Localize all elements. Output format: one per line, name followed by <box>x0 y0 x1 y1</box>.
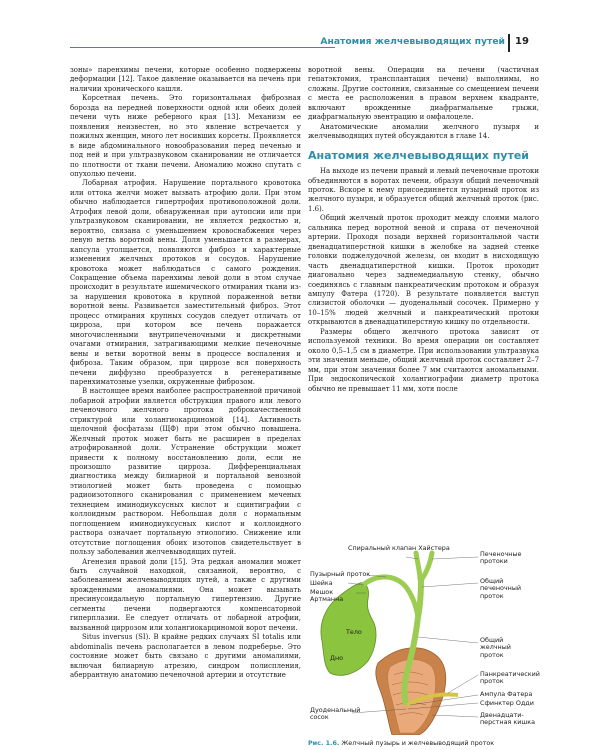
page-number: 19 <box>515 36 529 47</box>
label-body: Тело <box>346 628 362 636</box>
label-duodenal-papilla <box>310 707 360 722</box>
label-duodenum <box>480 712 535 727</box>
figure-caption-text: Желчный пузырь и желчевыводящий проток <box>341 739 495 747</box>
label-ampulla-of-vater: Ампула Фатера <box>480 690 533 698</box>
label-line: проток <box>480 591 504 600</box>
label-line: Общий <box>480 636 504 644</box>
label-line: Двенадцати- <box>480 711 524 719</box>
paragraph: Корсетная печень. Это горизонтальная фиброзная борозда на передней поверхности одной или обеих долей печени чуть ниже реберного края [13]. Механизм ее появления неизвестен, но это явление встречается у пожилых женщин, много лет носивших корсеты. Проявляется в виде абдоминального новообразования перед печенью и под ней и при ультразвуковом сканировании не отличается по плотности от ткани печени. Аномалию можно спутать с опухолью печени. <box>70 94 301 178</box>
label-pancreatic-duct <box>480 671 540 686</box>
label-line: Панкреатический <box>480 670 540 678</box>
label-neck: Шейка <box>310 579 333 587</box>
right-text-column <box>308 66 539 394</box>
label-heister-valve: Спиральный клапан Хайстера <box>348 544 450 552</box>
label-line: Дуоденальный <box>310 706 361 714</box>
label-line: Печеночные <box>480 550 522 558</box>
cystic-duct <box>363 577 418 617</box>
section-heading: Анатомия желчевыводящих путей <box>308 148 530 162</box>
label-line: проток <box>480 677 504 686</box>
label-line: протоки <box>480 557 508 566</box>
header-rule <box>70 47 335 48</box>
paragraph: Размеры общего желчного протока зависят от используемой техники. Во время операции он составляет около 0,5–1,5 см в диаметре. При использовании ультразвука эти значения меньше, общий желчный проток составляет 2–7 мм, при этом значения более 7 мм считаются аномальными. При эндоскопической холангиографии диаметр протока обычно не превышает 11 мм, хотя после <box>308 327 539 393</box>
label-line: сосок <box>310 713 329 722</box>
left-text-column <box>70 66 301 680</box>
paragraph: Лобарная атрофия. Нарушение портального кровотока или оттока желчи может вызвать атрофию доли. При этом обычно наблюдается гипертрофия противоположной доли. Атрофия левой доли, обнаруженная при аутопсии или при ультразвуковом сканировании, не является редкостью и, вероятно, связана с уменьшением кровоснабжения через левую ветвь воротной вены. Доля уменьшается в размерах, капсула утолщается, появляются фиброз и характерные изменения желчных протоков и сосудов. Нарушение кровотока может наблюдаться с самого рождения. Сокращение объема паренхимы левой доли в этом случае происходит в результате ишемического отмирания ткани из-за нарушения кровотока в крупной пораженной ветви воротной вены. Развивается заместительный фиброз. Этот процесс отмирания крупных сосудов следует отличать от цирроза, при котором все печень поражается многочисленными внутрипеченочными и дискретными очагами отмирания, затрагивающими мелкие печеночные вены и ветви воротной вены в процессе воспаления и фиброза. Таким образом, при циррозе вся поверхность печени диффузно преобразуется в регенеративные паренхиматозные узелки, окруженные фиброзом. <box>70 179 301 386</box>
paragraph: зоны» паренхимы печени, которые особенно подвержены деформации [12]. Такое давление оказывается на печень при наличии хронического кашля. <box>70 66 301 93</box>
label-fundus: Дно <box>330 654 344 662</box>
label-hepatic-ducts <box>480 551 521 566</box>
paragraph: воротной вены. Операции на печени (частичная гепатэктомия, трансплантация печени) выполнимы, но сложны. Другие состояния, связанные со смещением печени с места ее расположения в правом верхнем квадранте, включают врожденные диафрагмальные грыжи, диафрагмальную эвентрацию и омфалоцеле. <box>308 66 539 122</box>
header-separator <box>508 34 510 52</box>
label-common-bile-duct <box>480 637 511 659</box>
hepatic-ducts <box>416 553 432 579</box>
figure-number: Рис. 1.6. <box>308 739 340 747</box>
figure-gallbladder-diagram <box>308 545 540 735</box>
label-line: Общий <box>480 577 504 585</box>
paragraph: Общий желчный проток проходит между слоями малого сальника перед воротной веной и справа от печеночной артерии. Проходя позади верхней горизонтальной части двенадцатиперстной кишки в желобке на задней стенке головки поджелудочной железы, он входит в нисходящую часть двенадцатиперстной кишки. Проток проходит диагонально через заднемедиальную стенку, обычно соединяясь с главным панкреатическим протоком и образуя ампулу Фатера (1720). В результате появляется выступ слизистой оболочки — дуоденальный сосочек. Примерно у 10–15% людей желчный и панкреатический протоки открываются в двенадцатиперстную кишку по отдельности. <box>308 214 539 327</box>
paragraph: Агенезия правой доли [15]. Эта редкая аномалия может быть случайной находкой, связанной, вероятно, с заболеванием желчевыводящих путей, а также с другими врожденными аномалиями. Она может вызывать пресинусоидальную портальную гипертензию. Другие сегменты печени подвергаются компенсаторной гиперплазии. Ее следует отличать от лобарной атрофии, вызванной циррозом или холангиокарциномой ворот печени. <box>70 557 301 632</box>
label-line: печеночный <box>480 584 522 593</box>
label-line: проток <box>480 650 504 659</box>
paragraph: На выходе из печени правый и левый печеночные протоки объединяются в воротах печени, образуя общий печеночный проток. Вскоре к нему присоединяется пузырный проток из желчного пузыря, и образуется общий желчный проток (рис. 1.6). <box>308 167 539 213</box>
figure-caption <box>308 739 494 747</box>
paragraph: Situs inversus (SI). В крайне редких случаях SI totalis или abdominalis печень располагается в левом подреберье. Это состояние может быть связано с другими аномалиями, включая билиарную атрезию, синдром полиспления, аберрантную анатомию печеночной артерии и отсутствие <box>70 633 301 679</box>
label-sphincter-of-oddi: Сфинктер Одди <box>480 699 534 707</box>
label-cystic-duct: Пузырный проток <box>310 570 371 578</box>
running-header-title: Анатомия желчевыводящих путей <box>320 36 505 47</box>
paragraph: В настоящее время наиболее распространенной причиной лобарной атрофии является обструкция правого или левого печеночного желчного протока доброкачественной стриктурой или холангиокарциномой [14]. Активность щелочной фосфатазы (ЩФ) при этом обычно повышена. Желчный проток может быть не расширен в пределах атрофированной доли. Устранение обструкции может привести к полному восстановлению доли, если не произошло развитие цирроза. Дифференциальная диагностика между билиарной и портальной венозной этиологией может быть проведена с помощью радиоизотопного сканирования с применением меченых технецием иминодиуксусных кислот и сцинтиграфии с коллоидным раствором. Небольшая доля с нормальным поглощением иминодиуксусных кислот и коллоидного раствора означает портальную этиологию. Снижение или отсутствие поглощения обоих изотопов свидетельствует в пользу заболевания желчевыводящих путей. <box>70 387 301 557</box>
label-line: Артманна <box>310 595 344 604</box>
label-line: Мешок <box>310 588 334 596</box>
label-hartmann-pouch <box>310 589 343 604</box>
label-line: перстная кишка <box>480 718 536 727</box>
paragraph: Анатомические аномалии желчного пузыря и желчевыводящих путей обсуждаются в главе 14. <box>308 122 539 141</box>
label-line: желчный <box>480 643 511 652</box>
label-common-hepatic-duct <box>480 578 521 600</box>
